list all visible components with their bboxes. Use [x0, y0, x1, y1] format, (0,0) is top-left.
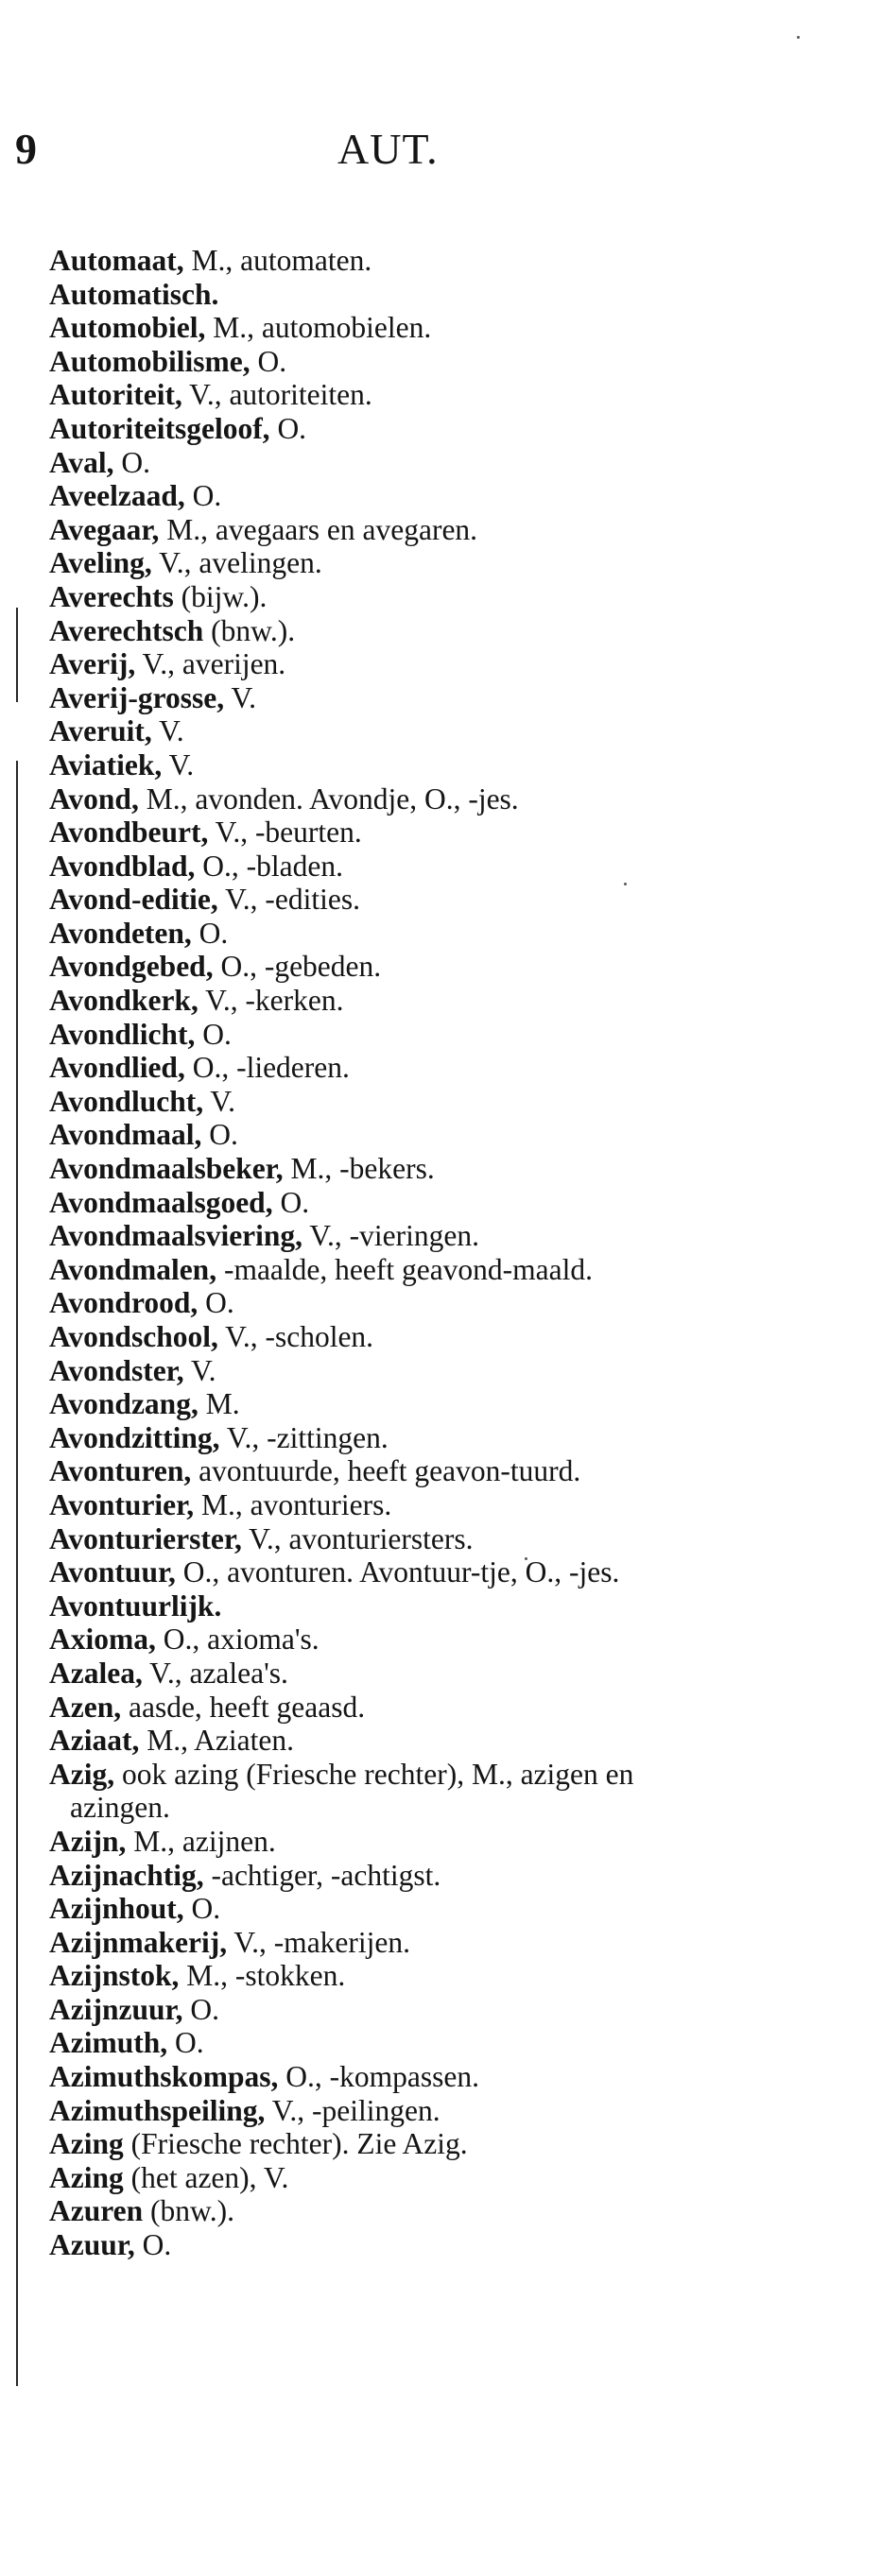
- entry-definition: O., avonturen. Avontuur-tje, O., -jes.: [175, 1555, 620, 1589]
- dictionary-entry: [49, 1488, 730, 1522]
- entry-definition: O., -liederen.: [184, 1051, 350, 1085]
- entry-definition: O.: [184, 479, 222, 513]
- entry-headword: Azijn,: [49, 1824, 127, 1858]
- entry-headword: Azing: [49, 2160, 124, 2194]
- entry-definition: O.: [269, 411, 307, 445]
- dictionary-entry: [49, 1758, 730, 1825]
- dictionary-entry: [49, 984, 730, 1018]
- entry-headword: Azig,: [49, 1757, 115, 1791]
- entry-headword: Azijnmakerij,: [49, 1925, 228, 1959]
- entry-definition: (Friesche rechter). Zie Azig.: [123, 2127, 468, 2161]
- entry-headword: Avondzitting,: [49, 1420, 220, 1454]
- entry-headword: Avondbeurt,: [49, 816, 209, 850]
- entry-headword: Avonturier,: [49, 1487, 195, 1521]
- entry-headword: Averij,: [49, 647, 136, 681]
- entry-headword: Azijnachtig,: [49, 1858, 204, 1892]
- entry-definition: M., automaten.: [183, 244, 372, 277]
- dictionary-entry: [49, 1354, 730, 1388]
- entry-headword: Avondmaal,: [49, 1118, 202, 1152]
- margin-rule-upper: [16, 608, 18, 702]
- dictionary-entry: [49, 2094, 730, 2128]
- dictionary-entry: [49, 1186, 730, 1220]
- entry-definition: V., -beurten.: [208, 816, 362, 850]
- entry-definition: V., azalea's.: [142, 1656, 288, 1690]
- dictionary-entry: [49, 1253, 730, 1287]
- entry-definition: V., -peilingen.: [265, 2093, 440, 2127]
- entry-headword: Avondlucht,: [49, 1084, 204, 1118]
- dictionary-entry: [49, 2194, 730, 2228]
- entry-definition: -maalde, heeft geavond-maald.: [216, 1252, 594, 1286]
- entry-headword: Avegaar,: [49, 512, 160, 546]
- dictionary-entry: [49, 412, 730, 446]
- entry-headword: Avondblad,: [49, 849, 196, 883]
- dictionary-entry: [49, 1387, 730, 1421]
- entry-definition: M., azijnen.: [126, 1824, 276, 1858]
- entry-headword: Avond-editie,: [49, 883, 218, 917]
- entry-definition: O.: [198, 1286, 234, 1320]
- dictionary-entry: [49, 244, 730, 278]
- dictionary-entry: [49, 479, 730, 513]
- dictionary-entry: [49, 1454, 730, 1488]
- dictionary-entry: [49, 345, 730, 379]
- entry-definition: V., -scholen.: [217, 1320, 374, 1353]
- entry-definition: V., avonturiersters.: [241, 1521, 474, 1555]
- entry-definition: (het azen), V.: [123, 2160, 289, 2194]
- entry-headword: Avonturen,: [49, 1454, 192, 1488]
- entry-definition: O.: [272, 1185, 310, 1219]
- entry-headword: Avond,: [49, 781, 139, 816]
- page-number: 9: [15, 125, 37, 173]
- dictionary-entry: [49, 1421, 730, 1455]
- entry-definition: M., -bekers.: [283, 1152, 435, 1186]
- entry-headword: Avondmalen,: [49, 1252, 217, 1286]
- dictionary-entry: [49, 2228, 730, 2262]
- entry-headword: Automatisch.: [49, 277, 219, 311]
- entry-headword: Azuur,: [49, 2228, 135, 2262]
- entry-headword: Averuit,: [49, 714, 152, 748]
- entry-headword: Averij-grosse,: [49, 680, 225, 714]
- dictionary-entry: [49, 1018, 730, 1052]
- entry-headword: Azimuthskompas,: [49, 2060, 279, 2094]
- entry-headword: Autoriteitsgeloof,: [49, 411, 270, 445]
- dictionary-entry: [49, 1286, 730, 1320]
- entry-headword: Axioma,: [49, 1623, 156, 1657]
- dictionary-entry: [49, 1892, 730, 1926]
- entry-headword: Azuren: [49, 2194, 144, 2228]
- entry-definition: O.: [182, 1992, 219, 2026]
- dictionary-entry: [49, 2127, 730, 2161]
- entry-headword: Avondrood,: [49, 1286, 199, 1320]
- entry-headword: Avondgebed,: [49, 950, 214, 984]
- entry-definition: O.: [134, 2228, 172, 2262]
- entry-headword: Azalea,: [49, 1656, 143, 1690]
- dictionary-entry: [49, 378, 730, 412]
- dictionary-entry: [49, 1085, 730, 1119]
- entry-headword: Aval,: [49, 445, 114, 479]
- entry-headword: Avontuurlijk.: [49, 1589, 222, 1623]
- paper-speck: [797, 36, 800, 39]
- entry-headword: Aziaat,: [49, 1724, 140, 1758]
- entry-definition: O.: [191, 916, 229, 950]
- entry-headword: Avondmaalsbeker,: [49, 1152, 284, 1186]
- entry-headword: Azimuth,: [49, 2026, 168, 2060]
- dictionary-entry: [49, 2161, 730, 2195]
- dictionary-entry: [49, 1051, 730, 1085]
- dictionary-entry: [49, 1320, 730, 1354]
- entry-headword: Aveelzaad,: [49, 479, 185, 513]
- entry-definition: M., avegaars en avegaren.: [159, 512, 478, 546]
- entry-definition: V., -zittingen.: [219, 1420, 389, 1454]
- dictionary-entry: [49, 1859, 730, 1893]
- entry-headword: Averechtsch: [49, 613, 204, 647]
- entry-definition: V., averijen.: [135, 647, 286, 681]
- dictionary-entry: [49, 748, 730, 782]
- dictionary-entry: [49, 311, 730, 345]
- entry-headword: Averechts: [49, 579, 174, 613]
- entry-headword: Avondster,: [49, 1353, 184, 1387]
- entry-definition: O., -gebeden.: [213, 950, 382, 984]
- dictionary-entry: [49, 446, 730, 480]
- entry-definition: (bnw.).: [143, 2194, 234, 2228]
- entry-definition: V., autoriteiten.: [181, 378, 372, 412]
- entry-headword: Azijnstok,: [49, 1959, 180, 1993]
- dictionary-entry: [49, 950, 730, 984]
- entry-headword: Avondmaalsgoed,: [49, 1185, 273, 1219]
- entry-definition: M., avonden. Avondje, O., -jes.: [138, 781, 519, 816]
- dictionary-entry: [49, 1555, 730, 1589]
- dictionary-entry: [49, 883, 730, 917]
- dictionary-entry: [49, 782, 730, 816]
- entry-definition: O., -kompassen.: [278, 2060, 480, 2094]
- entry-definition: V.: [151, 714, 184, 748]
- entry-headword: Automaat,: [49, 244, 184, 277]
- entry-definition: M., -stokken.: [179, 1959, 346, 1993]
- entry-headword: Autoriteit,: [49, 378, 182, 412]
- entry-headword: Automobilisme,: [49, 344, 250, 378]
- dictionary-entry: [49, 2060, 730, 2094]
- entry-headword: Automobiel,: [49, 311, 206, 345]
- entry-definition: O., -bladen.: [195, 849, 343, 883]
- dictionary-entry: [49, 513, 730, 547]
- dictionary-entry: [49, 580, 730, 614]
- entry-definition: V., -vieringen.: [302, 1219, 480, 1253]
- entry-definition: aasde, heeft geaasd.: [121, 1690, 366, 1724]
- entry-headword: Avondschool,: [49, 1320, 218, 1353]
- dictionary-entry: [49, 1926, 730, 1960]
- dictionary-entry: [49, 1691, 730, 1725]
- dictionary-entry: [49, 1724, 730, 1758]
- entry-definition: avontuurde, heeft geavon-tuurd.: [191, 1454, 581, 1488]
- running-head: AUT.: [337, 125, 439, 173]
- entry-definition: V.: [162, 747, 195, 781]
- dictionary-entry: [49, 1589, 730, 1623]
- entry-definition: O.: [167, 2026, 204, 2060]
- entry-headword: Avondlicht,: [49, 1017, 196, 1051]
- entry-definition: M., automobielen.: [205, 311, 432, 345]
- entry-definition: M., Aziaten.: [139, 1724, 294, 1758]
- dictionary-entry: [49, 647, 730, 681]
- entry-definition: O.: [201, 1118, 238, 1152]
- entry-headword: Azimuthspeiling,: [49, 2093, 266, 2127]
- entry-definition: O.: [195, 1017, 232, 1051]
- entry-headword: Avondmaalsviering,: [49, 1219, 303, 1253]
- entry-definition: M., avonturiers.: [194, 1487, 392, 1521]
- entry-definition: (bnw.).: [203, 613, 296, 647]
- entry-headword: Avondeten,: [49, 916, 192, 950]
- entry-headword: Azen,: [49, 1690, 122, 1724]
- entry-definition: (bijw.).: [173, 579, 268, 613]
- entry-headword: Avonturierster,: [49, 1521, 242, 1555]
- entry-definition: O.: [250, 344, 287, 378]
- entry-definition: V., avelingen.: [151, 546, 322, 580]
- entry-definition: V.: [224, 680, 257, 714]
- dictionary-entry: [49, 1152, 730, 1186]
- dictionary-entry: [49, 1657, 730, 1691]
- entry-definition: O.: [113, 445, 151, 479]
- entry-definition: O., axioma's.: [155, 1623, 320, 1657]
- dictionary-entry: [49, 681, 730, 715]
- dictionary-entry: [49, 1522, 730, 1556]
- entry-list: [49, 244, 730, 2262]
- dictionary-entry: [49, 917, 730, 951]
- dictionary-entry: [49, 1825, 730, 1859]
- dictionary-entry: [49, 546, 730, 580]
- entry-headword: Avondzang,: [49, 1387, 199, 1421]
- entry-definition: V., -kerken.: [198, 984, 344, 1018]
- dictionary-entry: [49, 1993, 730, 2027]
- entry-definition: V., -edities.: [217, 883, 361, 917]
- entry-headword: Aviatiek,: [49, 747, 163, 781]
- dictionary-entry: [49, 850, 730, 884]
- entry-definition: ook azing (Friesche rechter), M., azigen en azingen.: [70, 1757, 634, 1825]
- margin-rule-lower: [16, 761, 18, 2386]
- entry-headword: Azing: [49, 2127, 124, 2161]
- entry-headword: Avontuur,: [49, 1555, 176, 1589]
- entry-definition: M.: [198, 1387, 240, 1421]
- dictionary-entry: [49, 1959, 730, 1993]
- dictionary-entry: [49, 714, 730, 748]
- entry-headword: Azijnhout,: [49, 1892, 184, 1926]
- entry-headword: Avondkerk,: [49, 984, 199, 1018]
- entry-headword: Avondlied,: [49, 1051, 185, 1085]
- entry-definition: V.: [203, 1084, 235, 1118]
- entry-definition: O.: [183, 1892, 221, 1926]
- dictionary-entry: [49, 614, 730, 648]
- dictionary-entry: [49, 278, 730, 312]
- entry-headword: Azijnzuur,: [49, 1992, 183, 2026]
- dictionary-entry: [49, 816, 730, 850]
- dictionary-entry: [49, 1219, 730, 1253]
- entry-headword: Aveling,: [49, 546, 152, 580]
- entry-definition: V., -makerijen.: [227, 1925, 410, 1959]
- dictionary-entry: [49, 2026, 730, 2060]
- entry-definition: -achtiger, -achtigst.: [203, 1858, 441, 1892]
- dictionary-entry: [49, 1623, 730, 1657]
- entry-definition: V.: [183, 1353, 216, 1387]
- dictionary-entry: [49, 1118, 730, 1152]
